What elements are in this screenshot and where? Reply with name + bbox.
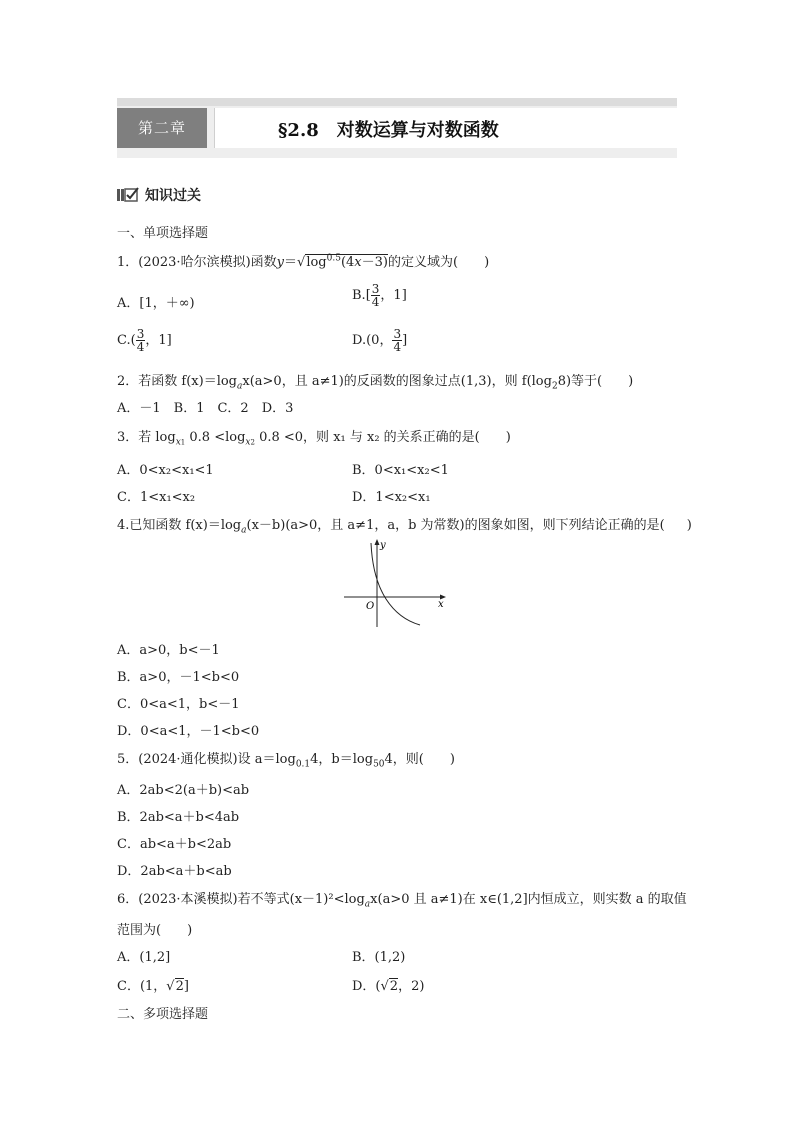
q3-option-d: D．1<x₂<x₁ (352, 490, 431, 505)
q2-mid: x(a>0，且 a≠1)的反函数的图象过点(1,3)，则 f(log (242, 374, 552, 389)
q3-text: 3．若 log (117, 430, 176, 445)
part-two-label: 二、多项选择题 (117, 1007, 209, 1022)
q6-tail: x(a>0 且 a≠1)在 x∈(1,2]内恒成立，则实数 a 的取值 (370, 892, 687, 907)
q2-options: A．－1 B．1 C．2 D．3 (117, 401, 294, 416)
y-axis-label: y (380, 540, 386, 551)
part-one-label: 一、单项选择题 (117, 226, 209, 241)
q4-option-a: A．a>0，b<－1 (117, 643, 220, 658)
checklist-icon (117, 186, 139, 206)
question-3: 3．若 $\log_{x1} 0.8 <\log_{x2}$ 0.8 <0，则 x₁ 与 x₂ 的关系正确的是( ) (117, 430, 511, 448)
header-band-top (117, 98, 677, 106)
q1-b-num: 3 (371, 282, 380, 296)
q1-d-num: 3 (393, 327, 402, 341)
q1-b-tail: ，1 (380, 288, 402, 303)
q6-d-pre: D．( (352, 979, 381, 994)
q4-option-b: B．a>0，－1<b<0 (117, 670, 240, 685)
q6-d-post: ，2) (398, 979, 425, 994)
q1-option-c: C.( $\frac{3}{4}$ ，1] (117, 327, 172, 354)
q2-text: 2．若函数 f(x)＝log (117, 374, 237, 389)
q6-option-c: C．(1，√2] (117, 979, 189, 994)
q2-tail: 8)等于( (557, 374, 603, 389)
q1-d-den: 4 (393, 340, 402, 354)
q4-option-d: D．0<a<1，－1<b<0 (117, 724, 260, 739)
q2-end: ) (628, 374, 634, 389)
q6-option-d: D．(√2，2) (352, 979, 425, 994)
q5-option-d: D．2ab<a＋b<ab (117, 864, 232, 879)
q6-text: 6．(2023·本溪模拟)若不等式(x－1)²<log (117, 892, 365, 907)
q3-option-b: B．0<x₁<x₂<1 (352, 463, 449, 478)
q3-option-c: C．1<x₁<x₂ (117, 490, 196, 505)
question-2: 2．若函数 $f(x)=\log_ax(a>0$，且 a≠1)的反函数的图象过点(1,3)，则 $f(\log_28)$等于( ) (117, 374, 634, 392)
q3-mid: 0.8 <log (185, 430, 246, 445)
function-graph (340, 535, 452, 631)
question-5: 5．(2024·通化模拟)设 $a=\log_{0.1}4$，$b=\log_{50}4$，则( ) (117, 752, 455, 770)
q3-tail: 0.8 <0，则 x₁ 与 x₂ 的关系正确的是( (254, 430, 480, 445)
page-title: §2.8 对数运算与对数函数 (278, 120, 499, 141)
q1-c-num: 3 (136, 327, 145, 341)
question-4: 4.已知函数 $f(x)=\log_a(x-b)(a>0$，且 a≠1，a，b 为常数)的图象如图，则下列结论正确的是( ) (117, 518, 692, 536)
q1-source: (2023·哈尔滨模拟)函数 (138, 255, 277, 270)
section-label: 知识过关 (145, 188, 201, 204)
q1-end: ) (484, 255, 490, 270)
q5-option-a: A．2ab<2(a＋b)<ab (117, 783, 250, 798)
q5-option-b: B．2ab<a＋b<4ab (117, 810, 240, 825)
y-axis-arrow-icon (375, 539, 380, 545)
log-curve (371, 543, 420, 625)
q4-tail: (x－b)(a>0，且 a≠1，a，b 为常数)的图象如图，则下列结论正确的是( (246, 518, 665, 533)
q3-option-a: A．0<x₂<x₁<1 (117, 463, 214, 478)
x-axis-label: x (438, 599, 444, 610)
q1-c-prefix: C. (117, 333, 131, 348)
q1-option-d: D.(0， $\frac{3}{4}$ ] (352, 327, 408, 354)
q6-end: ) (187, 923, 193, 938)
q6-c-pre: C．(1， (117, 979, 167, 994)
q5-end: ) (449, 752, 455, 767)
q1-c-den: 4 (136, 340, 145, 354)
q4-option-c: C．0<a<1，b<－1 (117, 697, 240, 712)
q3-end: ) (505, 430, 511, 445)
q1-b-prefix: B. (352, 288, 366, 303)
q1-option-a: A．[1，＋∞) (117, 296, 195, 311)
q1-d-head: 0， (371, 333, 393, 348)
q6-line2: 范围为( (117, 923, 162, 938)
q1-option-b: B.[ $\frac{3}{4}$ ，1] (352, 282, 407, 309)
q4-text: 4.已知函数 f(x)＝log (117, 518, 242, 533)
q5-option-c: C．ab<a＋b<2ab (117, 837, 232, 852)
q6-c-post: ] (183, 979, 189, 994)
q1-tail: 的定义域为( (387, 255, 459, 270)
q1-b-den: 4 (371, 295, 380, 309)
question-1: 1．(2023·哈尔滨模拟)函数$y=√\log^{0.5}(4x-3)$的定义域为( ) (117, 253, 490, 270)
q6-option-a: A．(1,2] (117, 950, 171, 965)
question-6-line2 (117, 919, 192, 938)
q5-mid: 4，b＝log (310, 752, 374, 767)
section-heading (117, 185, 201, 206)
q1-d-prefix: D. (352, 333, 367, 348)
q1-number: 1． (117, 255, 139, 270)
q6-option-b: B．(1,2) (352, 950, 406, 965)
q1-c-tail: ，1 (145, 333, 167, 348)
question-6: 6．(2023·本溪模拟)若不等式$(x-1)^2<\log_ax(a>0$ 且 a≠1)在 x∈(1,2]内恒成立，则实数 a 的取值 (117, 892, 687, 910)
origin-label: O (366, 601, 375, 612)
q5-tail: 4，则( (384, 752, 424, 767)
chapter-tab: 第二章 (117, 108, 207, 148)
q5-text: 5．(2024·通化模拟)设 a＝log (117, 752, 296, 767)
q4-end: ) (686, 518, 692, 533)
